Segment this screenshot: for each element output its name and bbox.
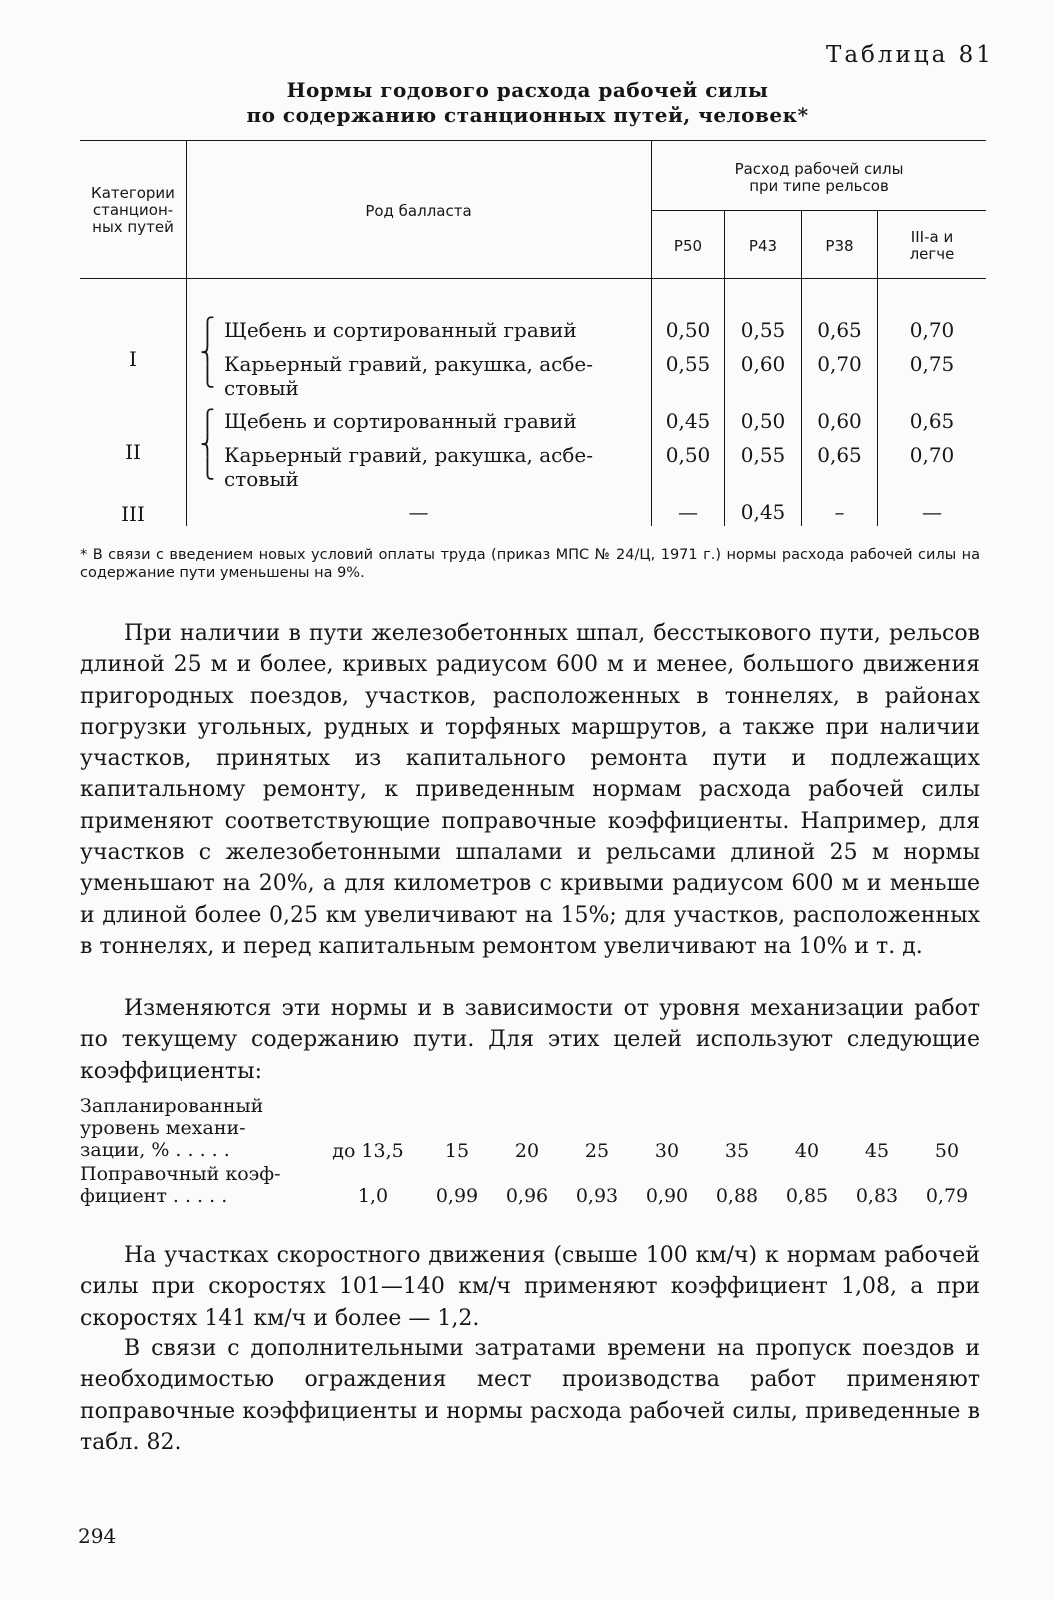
- mechanization-level-value: 30: [654, 1140, 680, 1162]
- mechanization-level-value: 50: [934, 1140, 960, 1162]
- correction-coef-value: 0,93: [575, 1185, 619, 1207]
- table-cell: 0,65: [817, 443, 862, 467]
- table-cell: 0,45: [665, 409, 711, 433]
- correction-coef-value: 0,85: [785, 1185, 829, 1207]
- table-cell: 0,70: [909, 318, 955, 342]
- table-cell: 0,60: [817, 409, 862, 433]
- header-rail-p50: Р50: [673, 237, 703, 255]
- table-cell: 0,70: [909, 443, 955, 467]
- correction-coef-value: 0,83: [855, 1185, 899, 1207]
- mechanization-level-value: до 13,5: [332, 1140, 404, 1162]
- table-cell: 0,65: [817, 318, 862, 342]
- header-category: Категории станцион- ных путей: [91, 184, 175, 236]
- paragraph-2: Изменяются эти нормы и в зависимости от уровня механизации работ по текущему содержанию пути. Для этих целей используют следующие коэффициенты:: [80, 996, 980, 1084]
- table-row-ballast: Щебень и сортированный гравий: [224, 409, 577, 433]
- table-cell: 0,75: [909, 352, 955, 376]
- subheader-divider: [652, 210, 986, 211]
- brace-group-2: ⎧ ⎨ ⎩: [200, 408, 215, 480]
- header-consumption: Расход рабочей силы при типе рельсов: [734, 160, 904, 195]
- table-cell: 0,55: [740, 318, 786, 342]
- table-cell: —: [678, 500, 698, 524]
- mechanization-level-value: 35: [724, 1140, 750, 1162]
- table-cell: 0,50: [665, 318, 711, 342]
- mechanization-level-value: 25: [584, 1140, 610, 1162]
- table-cell: 0,65: [909, 409, 955, 433]
- table-cell: 0,50: [665, 443, 711, 467]
- correction-coef-value: 0,79: [925, 1185, 969, 1207]
- table-cell: 0,55: [665, 352, 711, 376]
- category-ii: II: [125, 440, 141, 464]
- table-footnote: * В связи с введением новых условий оплаты труда (приказ МПС № 24/Ц, 1971 г.) нормы расхода рабочей силы на содержание пути уменьшены на 9%.: [80, 547, 980, 581]
- mechanization-level-label: Запланированный уровень механи- зации, % . . . . .: [80, 1095, 264, 1161]
- correction-coef-value: 0,96: [505, 1185, 549, 1207]
- brace-group-1: ⎧ ⎨ ⎩: [200, 316, 215, 388]
- table-cell: 0,50: [740, 409, 786, 433]
- correction-coef-value: 1,0: [357, 1185, 389, 1207]
- header-rail-light: III-а и легче: [909, 228, 955, 263]
- mechanization-level-value: 15: [444, 1140, 470, 1162]
- correction-coef-label: Поправочный коэф- фициент . . . . .: [80, 1163, 281, 1207]
- correction-coef-value: 0,99: [435, 1185, 479, 1207]
- correction-coef-value: 0,88: [715, 1185, 759, 1207]
- table-row-ballast: Карьерный гравий, ракушка, асбе- стовый: [224, 352, 593, 400]
- category-iii: III: [121, 502, 145, 526]
- paragraph-1: При наличии в пути железобетонных шпал, бесстыкового пути, рельсов длиной 25 м и более, кривых радиусом 600 м и менее, большого движения пригородных поездов, участков, расположенных в тоннелях, в районах погрузки угольных, рудных и торфяных маршрутов, а также при наличии участков, принятых из капитального ремонта пути и подлежащих капитальному ремонту, к приведенным нормам расхода рабочей силы применяют соответствующие поправочные коэффициенты. Например, для участков с железобетонными шпалами и рельсами длиной 25 м нормы уменьшают на 20%, а для километров с кривыми радиусом 600 м и меньше и длиной более 0,25 км увеличивают на 15%; для участков, расположенных в тоннелях, и перед капитальным ремонтом увеличивают на 10% и т. д.: [80, 621, 980, 959]
- table-cell: 0,60: [740, 352, 786, 376]
- table-cell: —: [922, 500, 942, 524]
- paragraph-4: В связи с дополнительными затратами времени на пропуск поездов и необходимостью ограждения мест производства работ применяют поправочные коэффициенты и нормы расхода рабочей силы, приведенные в табл. 82.: [80, 1336, 980, 1455]
- table-title: Нормы годового расхода рабочей силы: [286, 78, 769, 102]
- mechanization-level-value: 40: [794, 1140, 820, 1162]
- category-i: I: [129, 347, 137, 371]
- mechanization-level-value: 45: [864, 1140, 890, 1162]
- paragraph-3: На участках скоростного движения (свыше 100 км/ч) к нормам рабочей силы при скоростях 101—140 км/ч применяют коэффициент 1,08, а при скоростях 141 км/ч и более — 1,2.: [80, 1243, 980, 1331]
- header-rail-p38: Р38: [825, 237, 854, 255]
- table-row-ballast: Щебень и сортированный гравий: [224, 318, 577, 342]
- table-cell: 0,55: [740, 443, 786, 467]
- table-row-ballast: —: [408, 500, 429, 524]
- table-label: Таблица 81: [826, 42, 994, 68]
- header-ballast: Род балласта: [365, 202, 472, 220]
- header-bottom-border: [80, 278, 986, 279]
- table-cell: 0,45: [740, 500, 786, 524]
- table-cell: 0,70: [817, 352, 862, 376]
- page-number: 294: [78, 1524, 117, 1548]
- table-subtitle: по содержанию станционных путей, человек*: [246, 103, 809, 127]
- col-divider-1: [186, 140, 187, 526]
- header-rail-p43: Р43: [748, 237, 778, 255]
- table-row-ballast: Карьерный гравий, ракушка, асбе- стовый: [224, 443, 593, 491]
- correction-coef-value: 0,90: [645, 1185, 689, 1207]
- table-cell: –: [834, 500, 845, 524]
- mechanization-level-value: 20: [514, 1140, 540, 1162]
- table-top-border: [80, 140, 986, 141]
